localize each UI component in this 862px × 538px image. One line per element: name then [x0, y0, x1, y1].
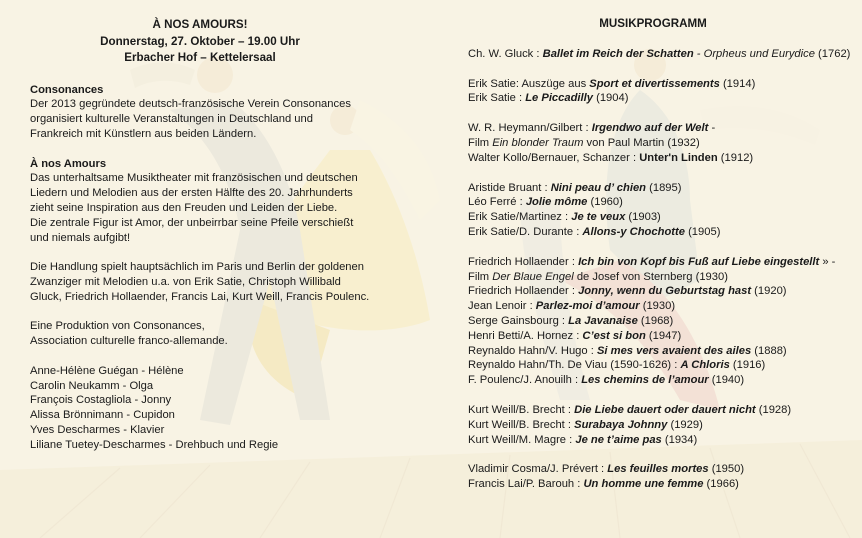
- entry-year: (1968): [637, 314, 674, 327]
- entry-year: (1929): [667, 418, 703, 431]
- entry-composer: Kurt Weill/M. Magre :: [468, 433, 576, 446]
- cast-item: Anne-Hélène Guégan - Hélène: [30, 364, 184, 377]
- program-entry: [468, 210, 858, 225]
- program-entry: [468, 47, 858, 62]
- text-line: Zwanziger mit Melodien u.a. von Erik Satie, Christoph Willibald: [30, 276, 341, 289]
- cast-item: Carolin Neukamm - Olga: [30, 379, 154, 392]
- text-line: und niemals aufgibt!: [30, 231, 131, 244]
- entry-title: Je te veux: [571, 211, 626, 224]
- handlung-text: [30, 260, 430, 304]
- entry-year: de Josef von Sternberg (1930): [573, 270, 728, 283]
- program-column: [468, 17, 858, 492]
- entry-title: C’est si bon: [582, 329, 646, 342]
- consonances-title: Consonances: [30, 83, 104, 96]
- entry-title: Allons-y Chochotte: [582, 225, 685, 238]
- program-entry: [468, 91, 858, 106]
- entry-year: von Paul Martin (1932): [583, 136, 700, 149]
- entry-year: (1928): [755, 403, 792, 416]
- text-line: Association culturelle franco-allemande.: [30, 335, 228, 348]
- entry-composer: Henri Betti/A. Hornez :: [468, 329, 583, 342]
- entry-title: Les chemins de l’amour: [581, 374, 709, 387]
- entry-year: » -: [819, 255, 836, 268]
- text-line: Gluck, Friedrich Hollaender, Francis Lai, Kurt Weill, Francis Poulenc.: [30, 290, 370, 303]
- entry-year: (1947): [645, 329, 682, 342]
- entry-composer: Aristide Bruant :: [468, 181, 551, 194]
- entry-composer: Erik Satie :: [468, 92, 526, 105]
- text-line: Liedern und Melodien aus der ersten Hälfte des 20. Jahrhunderts: [30, 187, 353, 200]
- entry-composer: Film: [468, 136, 493, 149]
- anosamours-title: À nos Amours: [30, 157, 107, 170]
- program-entry: [468, 151, 858, 166]
- program-entry: [468, 358, 858, 373]
- production-text: [30, 319, 430, 349]
- entry-title: Je ne t’aime pas: [575, 433, 662, 446]
- entry-title: Nini peau d’ chien: [550, 181, 647, 194]
- entry-composer: Walter Kollo/Bernauer, Schanzer :: [468, 151, 640, 164]
- entry-composer: Erik Satie/Martinez :: [468, 211, 572, 224]
- program-entry: [468, 418, 858, 433]
- anosamours-text: [30, 171, 430, 245]
- text-line: zieht seine Inspiration aus den Freuden und Leiden der Liebe.: [30, 202, 338, 215]
- program-entry: [468, 373, 858, 388]
- cast-item: François Costagliola - Jonny: [30, 394, 172, 407]
- entry-work: - Orpheus und Eurydice: [693, 47, 815, 60]
- cast-list: [30, 364, 430, 453]
- program-entry: [468, 462, 858, 477]
- entry-year: (1960): [587, 196, 623, 209]
- program-entry: [468, 403, 858, 418]
- event-date: Donnerstag, 27. Oktober – 19.00 Uhr: [100, 34, 300, 48]
- entry-year: (1895): [646, 181, 682, 194]
- entry-composer: Friedrich Hollaender :: [468, 255, 579, 268]
- program-entry: [468, 136, 858, 151]
- program-entry: [468, 329, 858, 344]
- entry-year: (1930): [639, 300, 676, 313]
- entry-composer: Kurt Weill/B. Brecht :: [468, 403, 575, 416]
- event-venue: Erbacher Hof – Kettelersaal: [124, 51, 276, 64]
- entry-year: (1904): [592, 92, 629, 105]
- entry-title: La Javanaise: [568, 314, 638, 327]
- entry-film-title: Ein blonder Traum: [492, 136, 584, 149]
- entry-composer: Film: [468, 270, 493, 283]
- text-line: Die zentrale Figur ist Amor, der unbeirrbar seine Pfeile verschießt: [30, 216, 354, 229]
- program-entry: [468, 314, 858, 329]
- entry-year: (1888): [751, 344, 787, 357]
- entry-title: Sport et divertissements: [589, 77, 720, 90]
- entry-year: -: [708, 122, 716, 135]
- program-entry: [468, 477, 858, 492]
- entry-year: (1966): [703, 478, 739, 491]
- program-entry: [468, 284, 858, 299]
- left-column: [30, 17, 430, 453]
- consonances-text: [30, 97, 430, 141]
- entry-composer: Ch. W. Gluck :: [468, 47, 543, 60]
- entry-composer: Francis Lai/P. Barouh :: [468, 478, 584, 491]
- text-line: organisiert kulturelle Veranstaltungen in Deutschland und: [30, 113, 313, 126]
- entry-composer: F. Poulenc/J. Anouilh :: [468, 374, 582, 387]
- cast-item: Alissa Brönnimann - Cupidon: [30, 409, 175, 422]
- entry-composer: Reynaldo Hahn/V. Hugo :: [468, 344, 597, 357]
- entry-year: (1903): [625, 211, 661, 224]
- entry-composer: Reynaldo Hahn/Th. De Viau (1590-1626) :: [468, 359, 681, 372]
- entry-title: A Chloris: [680, 359, 730, 372]
- entry-title: Irgendwo auf der Welt: [591, 122, 709, 135]
- cast-item: Yves Descharmes - Klavier: [30, 424, 165, 437]
- entry-year: (1914): [719, 77, 756, 90]
- text-line: Frankreich mit Künstlern aus beiden Ländern.: [30, 127, 257, 140]
- entry-title: Surabaya Johnny: [574, 418, 668, 431]
- text-line: Das unterhaltsame Musiktheater mit französischen und deutschen: [30, 172, 358, 185]
- entry-title: Le Piccadilly: [525, 92, 593, 105]
- entry-year: (1950): [708, 463, 745, 476]
- program-title: MUSIKPROGRAMM: [599, 17, 707, 30]
- program-entry: [468, 181, 858, 196]
- program-entry: [468, 433, 858, 448]
- entry-film-title: Der Blaue Engel: [492, 270, 574, 283]
- entry-composer: Erik Satie/D. Durante :: [468, 225, 583, 238]
- program-list: [468, 47, 858, 492]
- entry-composer: Erik Satie: Auszüge aus: [468, 77, 590, 90]
- program-entry: [468, 255, 858, 270]
- event-title: À NOS AMOURS!: [152, 18, 248, 31]
- program-entry: [468, 299, 858, 314]
- entry-title: Die Liebe dauert oder dauert nicht: [574, 403, 756, 416]
- entry-composer: W. R. Heymann/Gilbert :: [468, 122, 592, 135]
- entry-composer: Friedrich Hollaender :: [468, 285, 579, 298]
- entry-composer: Kurt Weill/B. Brecht :: [468, 418, 575, 431]
- entry-title: Ich bin von Kopf bis Fuß auf Liebe eingestellt: [578, 255, 820, 268]
- entry-composer: Serge Gainsbourg :: [468, 314, 569, 327]
- entry-year: (1905): [684, 225, 721, 238]
- entry-title: Les feuilles mortes: [607, 463, 709, 476]
- entry-composer: Vladimir Cosma/J. Prévert :: [468, 463, 608, 476]
- entry-year: (1916): [729, 359, 766, 372]
- entry-year: (1912): [717, 151, 754, 164]
- cast-item: Liliane Tuetey-Descharmes - Drehbuch und Regie: [30, 438, 279, 451]
- program-entry: [468, 225, 858, 240]
- entry-title: Jolie môme: [525, 196, 588, 209]
- entry-title: Si mes vers avaient des ailes: [596, 344, 752, 357]
- entry-year: (1940): [708, 374, 745, 387]
- text-line: Die Handlung spielt hauptsächlich im Paris und Berlin der goldenen: [30, 261, 364, 274]
- program-entry: [468, 270, 858, 285]
- entry-title: Parlez-moi d’amour: [535, 300, 640, 313]
- entry-year: (1934): [661, 433, 698, 446]
- program-entry: [468, 121, 858, 136]
- entry-year: (1762): [814, 47, 851, 60]
- program-entry: [468, 77, 858, 92]
- program-entry: [468, 344, 858, 359]
- entry-year: (1920): [751, 285, 787, 298]
- entry-title: Un homme une femme: [583, 478, 704, 491]
- entry-composer: Jean Lenoir :: [468, 300, 536, 313]
- text-line: Der 2013 gegründete deutsch-französische Verein Consonances: [30, 98, 351, 111]
- entry-composer: Léo Ferré :: [468, 196, 526, 209]
- text-line: Eine Produktion von Consonances,: [30, 320, 205, 333]
- entry-title: Jonny, wenn du Geburtstag hast: [578, 285, 752, 298]
- program-entry: [468, 195, 858, 210]
- entry-title: Ballet im Reich der Schatten: [542, 47, 694, 60]
- entry-title: Unter'n Linden: [639, 151, 718, 164]
